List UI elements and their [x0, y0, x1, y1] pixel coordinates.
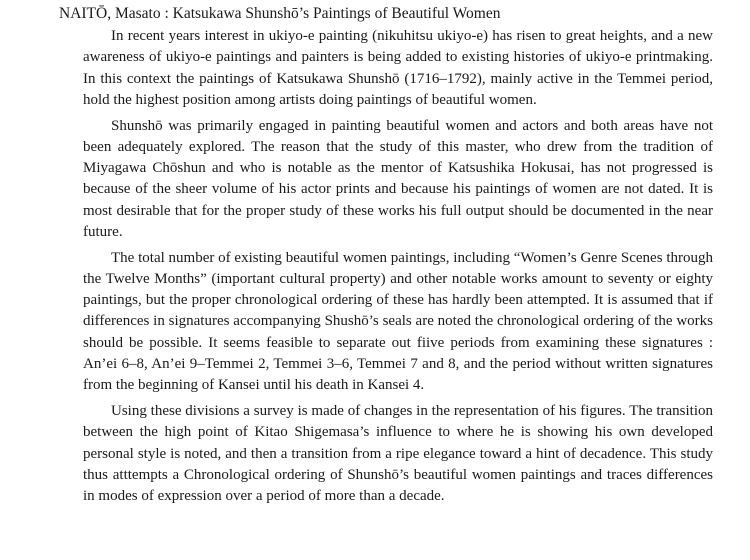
article-body: [83, 26, 713, 512]
paragraph-1: In recent years interest in ukiyo-e painting (nikuhitsu ukiyo-e) has risen to great heights, and a new awareness of ukiyo-e paintings and painters is being added to existing histories of ukiyo-e printmaking. In this context the paintings of Katsukawa Shunshō (1716–1792), mainly active in the Temmei period, hold the highest position among artists doing paintings of beautiful women.: [83, 28, 713, 108]
paragraph-4: Using these divisions a survey is made of changes in the representation of his figures. The transition between the high point of Kitao Shigemasa’s influence to where he is showing his own developed personal style is noted, and then a transition from a ripe elegance toward a hint of decadence. This study thus atttempts a Chronological ordering of Shunshō’s beautiful women paintings and traces differences in modes of expression over a period of more than a decade.: [83, 403, 713, 505]
article-title: NAITŌ, Masato : Katsukawa Shunshō’s Paintings of Beautiful Women: [59, 5, 501, 22]
paragraph-3: The total number of existing beautiful women paintings, including “Women’s Genre Scenes through the Twelve Months” (important cultural property) and other notable works amount to seventy or eighty paintings, but the proper chronological ordering of these has hardly been attempted. It is assumed that if differences in signatures accompanying Shushō’s seals are noted the chronological ordering of the works should be possible. It seems feasible to separate out fiive periods from examining these signatures : An’ei 6–8, An’ei 9–Temmei 2, Temmei 3–6, Temmei 7 and 8, and the period without written signatures from the beginning of Kansei until his death in Kansei 4.: [83, 249, 713, 394]
paragraph-2: Shunshō was primarily engaged in painting beautiful women and actors and both areas have not been adequately explored. The reason that the study of this master, who drew from the tradition of Miyagawa Chōshun and who is notable as the mentor of Katsushika Hokusai, has not progressed is because of the sheer volume of his actor prints and because his paintings of women are not dated. It is most desirable that for the proper study of these works his full output should be documented in the near future.: [83, 117, 713, 240]
